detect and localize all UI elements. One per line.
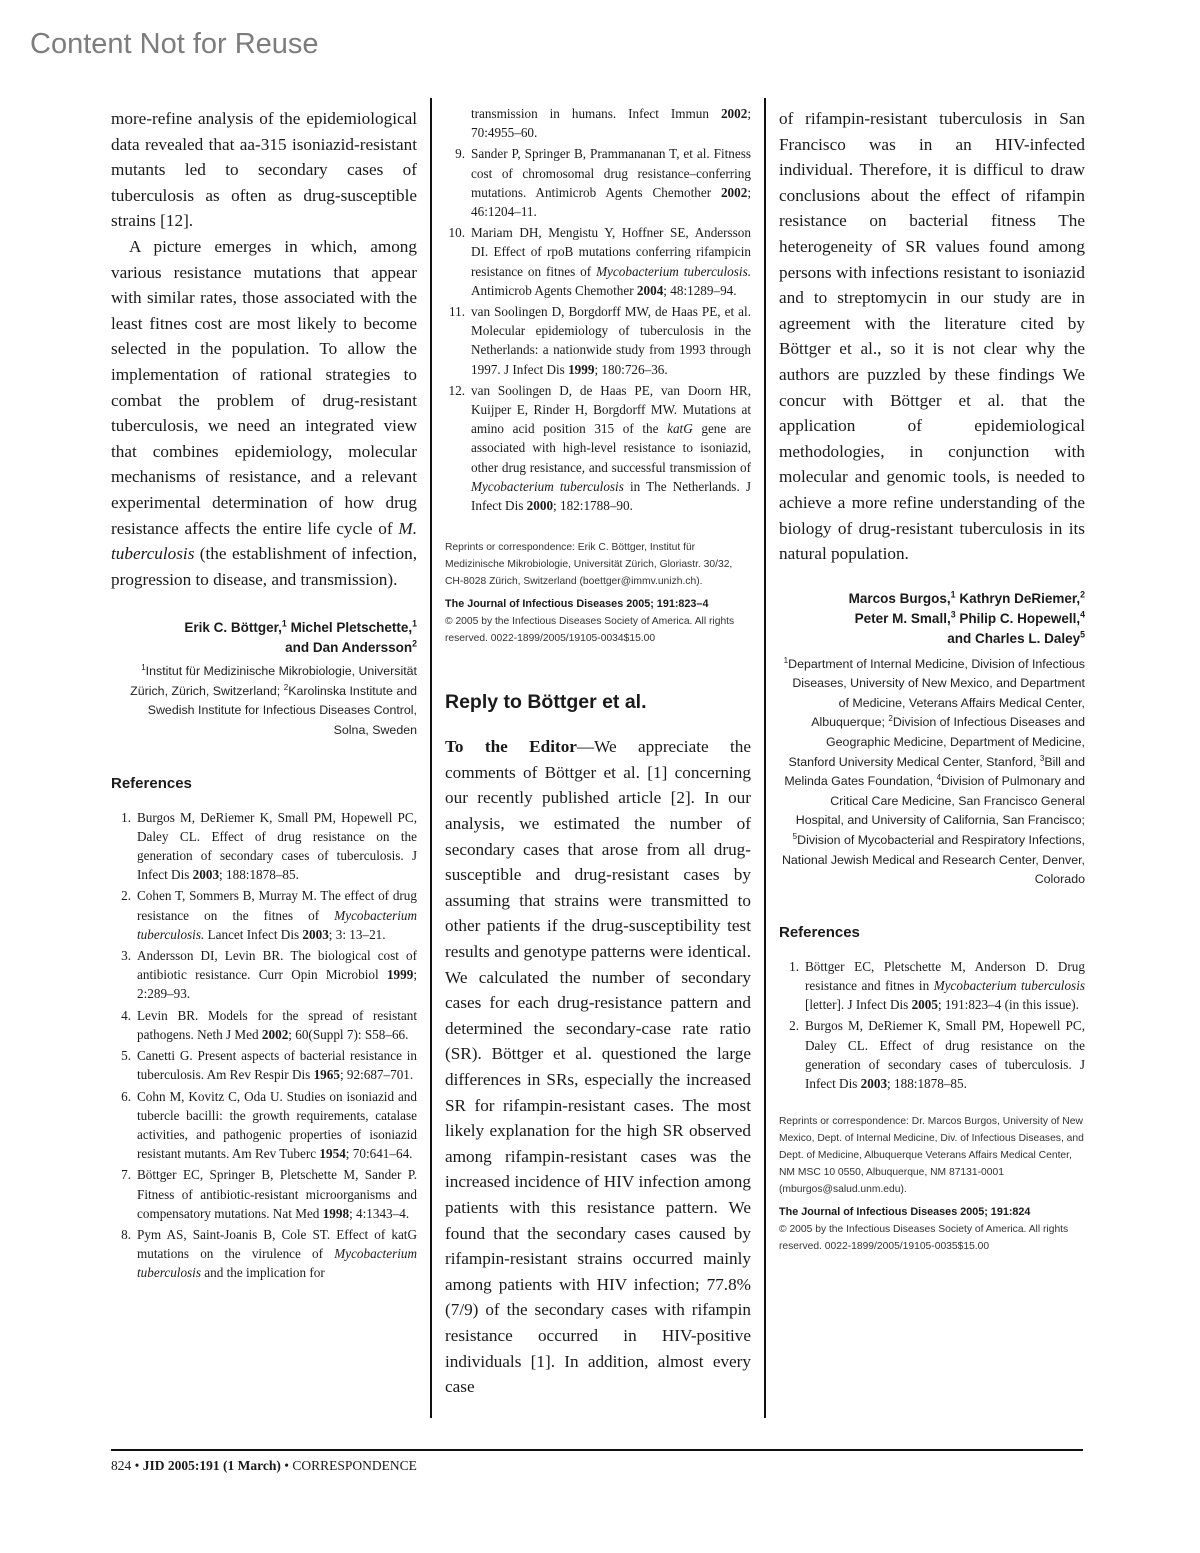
- watermark: Content Not for Reuse: [30, 28, 319, 60]
- footer-rule: [111, 1449, 1083, 1451]
- reference-item: 4 . Levin BR. Models for the spread of resistant pathogens. Neth J Med 2002; 60(Suppl 7): S58–66.: [111, 1006, 417, 1044]
- reference-item: 9 . Sander P, Springer B, Prammananan T, et al. Fitness cost of chromosomal drug resistance–conferring mutations. Antimicrob Agents Chemother 2002; 46:1204–11.: [445, 144, 751, 221]
- reference-item: 11 . van Soolingen D, Borgdorff MW, de Haas PE, et al. Molecular epidemiology of tuberculosis in the Netherlands: a nationwide study from 1993 through 1997. J Infect Dis 1999; 180:726–36.: [445, 302, 751, 379]
- footer-separator: •: [284, 1458, 293, 1473]
- paragraph: To the Editor—We appreciate the comments of Böttger et al. [1] concerning our recently published article [2]. In our analysis, we estimated the number of secondary cases that arose from all drug-susceptible and drug-resistant cases by assuming that strains were transmitted to other patients if the drug-susceptibility test results and genotype patterns were identical. We calculated the number of secondary cases for each drug-resistance pattern and determined the secondary-case rate ratio (SR). Böttger et al. questioned the large differences in SRs, especially the increased SR for rifampin-resistant cases. The most likely explanation for the high SR observed among rifampin-resistant cases was the increased incidence of HIV infection among patients with this resistance pattern. We found that the secondary cases caused by rifampin-resistant strains occurred mainly among patients with HIV infection; 77.8% (7/9) of the secondary cases with rifampin resistance occurred in HIV-positive individuals [1]. In addition, almost every case: [445, 737, 751, 1397]
- footer-separator: •: [134, 1458, 143, 1473]
- letter-authors: Erik C. Böttger,$^1$ Michel Pletschette,$^1$ and Dan Andersson$^2$: [184, 618, 417, 656]
- journal-citation: The Journal of Infectious Diseases 2005; 191:824: [779, 1206, 1031, 1219]
- author-affiliations: $^1$Department of Internal Medicine, Division of Infectious Diseases, University of New Mexico, and Department of Medicine, Veterans Affairs Medical Center, Albuquerque; $^2$Division of Infectious Diseases and Geographic Medicine, Department of Medicine, Stanford University Medical Center, Stanford, $^3$Bill and Melinda Gates Foundation, $^4$Division of Pulmonary and Critical Care Medicine, San Francisco General Hospital, and University of California, San Francisco; $^5$Division of Mycobacterial and Respiratory Infections, National Jewish Medical and Research Center, Denver, Colorado: [781, 655, 1085, 887]
- column-3: [779, 106, 1085, 1255]
- references-list: [779, 957, 1085, 1093]
- journal-citation: The Journal of Infectious Diseases 2005; 191:823–4: [445, 598, 709, 611]
- column-2: [445, 104, 751, 1400]
- reference-item: 2 . Burgos M, DeRiemer K, Small PM, Hopewell PC, Daley CL. Effect of drug resistance on the generation of secondary cases of tuberculosis. J Infect Dis 2003; 188:1878–85.: [779, 1016, 1085, 1093]
- article-title: Reply to Böttger et al.: [445, 691, 647, 714]
- reference-item: 5 . Canetti G. Present aspects of bacterial resistance in tuberculosis. Am Rev Respir Dis 1965; 92:687–701.: [111, 1046, 417, 1084]
- reference-item: 2 . Cohen T, Sommers B, Murray M. The effect of drug resistance on the fitnes of Mycobacterium tuberculosis. Lancet Infect Dis 2003; 3: 13–21.: [111, 886, 417, 944]
- column-divider: [764, 98, 766, 1418]
- paragraph: more-refine analysis of the epidemiological data revealed that aa-315 isoniazid-resistant mutants led to secondary cases of tuberculosis as often as drug-susceptible strains [12].: [111, 109, 417, 231]
- page-footer: [111, 1458, 417, 1474]
- reply-authors: Marcos Burgos,$^1$ Kathryn DeRiemer,$^2$ Peter M. Small,$^3$ Philip C. Hopewell,$^4$ and Charles L. Daley$^5$: [848, 589, 1085, 646]
- copyright-note: © 2005 by the Infectious Diseases Society of America. All rights reserved. 0022-1899/2005/19105-0034$15.00: [445, 616, 735, 645]
- reprint-note: Reprints or correspondence: Erik C. Böttger, Institut für Medizinische Mikrobiologie, Universität Zürich, Gloriastr. 30/32, CH-8028 Zürich, Switzerland (boettger@immv.unizh.ch).: [445, 542, 733, 588]
- reference-item: 3 . Andersson DI, Levin BR. The biological cost of antibiotic resistance. Curr Opin Microbiol 1999; 2:289–93.: [111, 946, 417, 1004]
- reference-item-continued: transmission in humans. Infect Immun 2002; 70:4955–60.: [471, 106, 751, 141]
- author-affiliations: $^1$Institut für Medizinische Mikrobiologie, Universität Zürich, Zürich, Switzerland; $^2$Karolinska Institute and Swedish Institute for Infectious Diseases Control, Solna, Sweden: [130, 663, 417, 738]
- column-1: [111, 106, 417, 1285]
- references-list: [111, 808, 417, 1283]
- reference-item: 8 . Pym AS, Saint-Joanis B, Cole ST. Effect of katG mutations on the virulence of Mycobacterium tuberculosis and the implication for: [111, 1225, 417, 1283]
- paragraph: of rifampin-resistant tuberculosis in San Francisco was in an HIV-infected individual. Therefore, it is difficul to draw conclusions about the effect of rifampin resistance on bacterial fitness The heterogeneity of SR values found among persons with infections resistant to isoniazid and to streptomycin in our study are in agreement with the literature cited by Böttger et al., so it is not clear why the authors are puzzled by these findings We concur with Böttger et al. that the application of epidemiological methodologies, in conjunction with molecular and genomic tools, is needed to achieve a more refine understanding of the biology of drug-resistant tuberculosis in its natural population.: [779, 109, 1085, 564]
- references-list-continued: [445, 104, 751, 515]
- footer-section: CORRESPONDENCE: [292, 1458, 417, 1473]
- references-heading: References: [779, 923, 860, 941]
- reference-item: 10 . Mariam DH, Mengistu Y, Hoffner SE, Andersson DI. Effect of rpoB mutations conferring rifampicin resistance on fitnes of Mycobacterium tuberculosis. Antimicrob Agents Chemother 2004; 48:1289–94.: [445, 223, 751, 300]
- reprint-note: Reprints or correspondence: Dr. Marcos Burgos, University of New Mexico, Dept. of Internal Medicine, Div. of Infectious Diseases, and Dept. of Medicine, Albuquerque Veterans Affairs Medical Center, NM MSC 10 0550, Albuquerque, NM 87131-0001 (mburgos@salud.unm.edu).: [779, 1116, 1084, 1196]
- footer-journal: JID 2005:191: [142, 1458, 220, 1473]
- reference-item: 12 . van Soolingen D, de Haas PE, van Doorn HR, Kuijper E, Rinder H, Borgdorff MW. Mutations at amino acid position 315 of the katG gene are associated with high-level resistance to isoniazid, other drug resistance, and successful transmission of Mycobacterium tuberculosis in The Netherlands. J Infect Dis 2000; 182:1788–90.: [445, 381, 751, 515]
- column-divider: [430, 98, 432, 1418]
- copyright-note: © 2005 by the Infectious Diseases Society of America. All rights reserved. 0022-1899/2005/19105-0035$15.00: [779, 1224, 1069, 1253]
- reference-item: 1 . Burgos M, DeRiemer K, Small PM, Hopewell PC, Daley CL. Effect of drug resistance on the generation of secondary cases of tuberculosis. J Infect Dis 2003; 188:1878–85.: [111, 808, 417, 885]
- footer-date: (1 March): [222, 1458, 281, 1473]
- paragraph: A picture emerges in which, among various resistance mutations that appear with similar rates, those associated with the least fitnes cost are most likely to become selected in the population. To allow the implementation of rational strategies to combat the problem of drug-resistant tuberculosis, we need an integrated view that combines epidemiology, molecular mechanisms of resistance, and a relevant experimental determination of how drug resistance affects the entire life cycle of M. tuberculosis (the establishment of infection, progression to disease, and transmission).: [111, 236, 417, 589]
- page-number: 824: [111, 1458, 132, 1473]
- reference-item: 7 . Böttger EC, Springer B, Pletschette M, Sander P. Fitness of antibiotic-resistant microorganisms and compensatory mutations. Nat Med 1998; 4:1343–4.: [111, 1165, 417, 1223]
- references-heading: References: [111, 774, 192, 792]
- reference-item: 6 . Cohn M, Kovitz C, Oda U. Studies on isoniazid and tubercle bacilli: the growth requirements, catalase activities, and pathogenic properties of isoniazid resistant mutants. Am Rev Tuberc 1954; 70:641–64.: [111, 1087, 417, 1164]
- reference-item: 1 . Böttger EC, Pletschette M, Anderson D. Drug resistance and fitnes in Mycobacterium tuberculosis [letter]. J Infect Dis 2005; 191:823–4 (in this issue).: [779, 957, 1085, 1015]
